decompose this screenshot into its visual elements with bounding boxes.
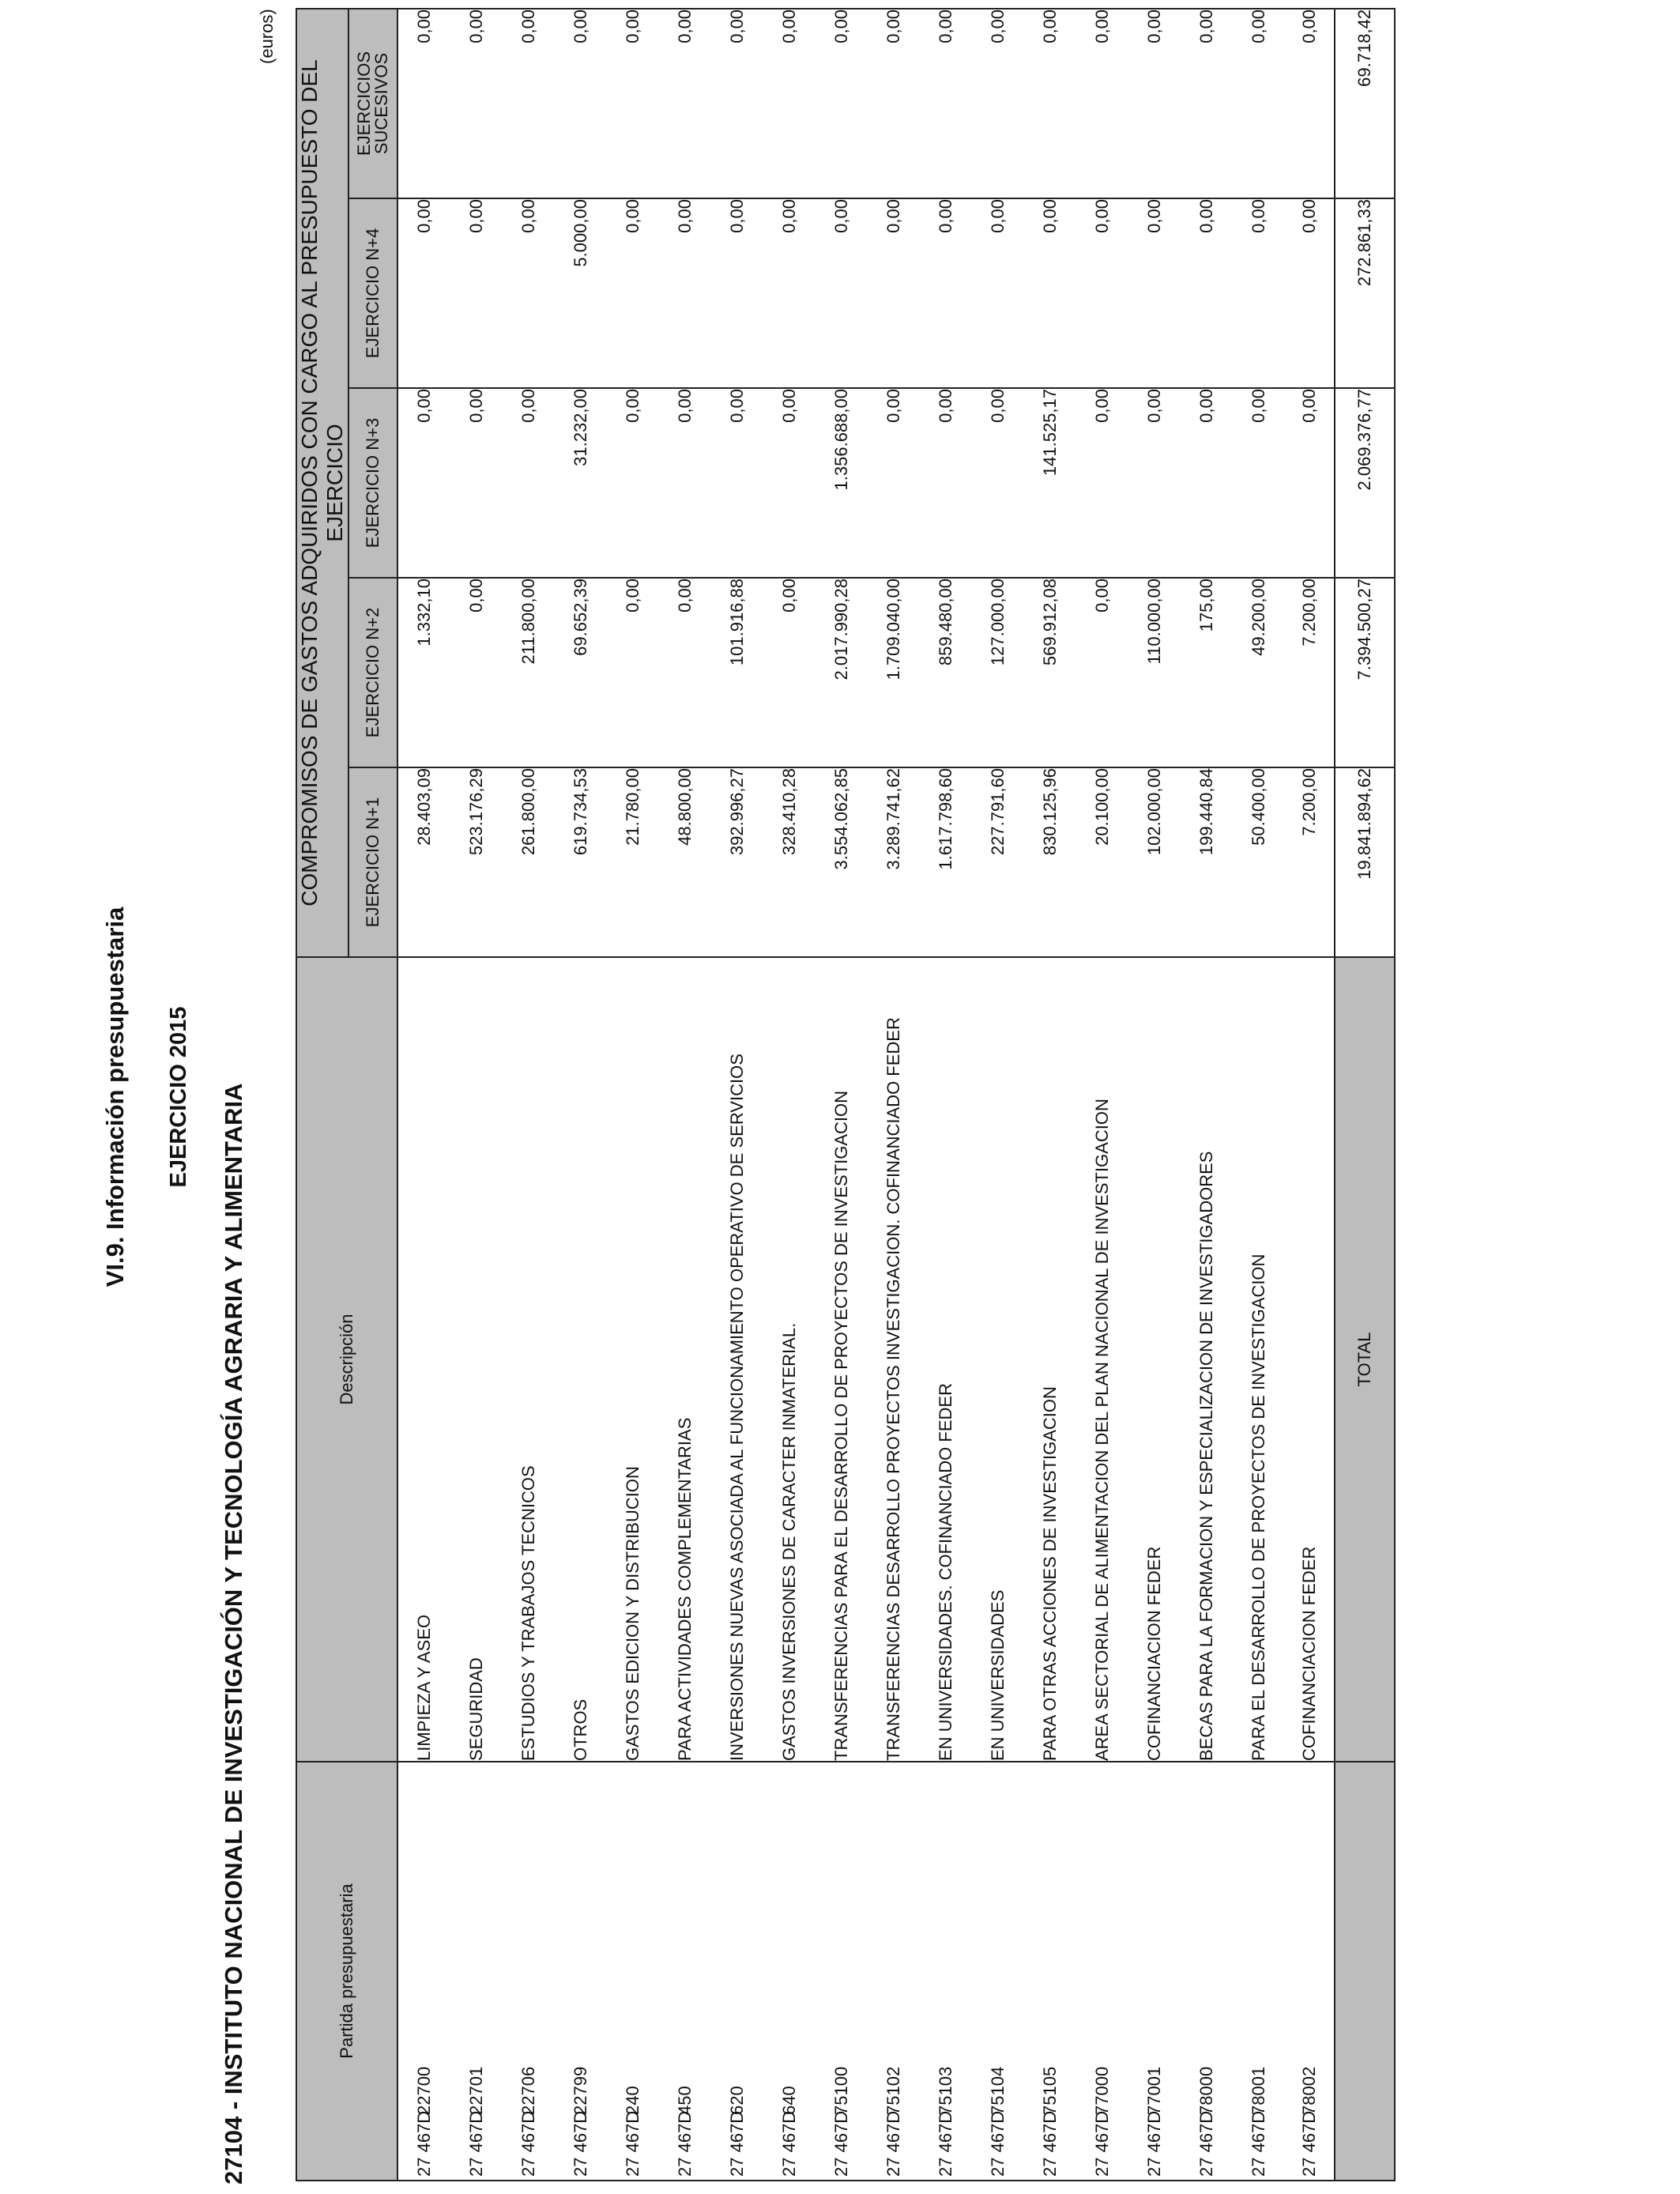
descripcion-cell: OTROS <box>555 957 607 1762</box>
n4-cell: 0,00 <box>763 198 816 388</box>
descripcion-cell: EN UNIVERSIDADES. COFINANCIADO FEDER <box>920 957 972 1762</box>
n2-cell: 859.480,00 <box>920 578 972 767</box>
programa-code: 27 467D <box>936 2110 955 2177</box>
concepto-code: 78000 <box>1196 2066 1216 2115</box>
total-row <box>1335 9 1395 2181</box>
table-row <box>1076 9 1128 2181</box>
n4-cell: 0,00 <box>397 198 450 388</box>
concepto-code: 22701 <box>466 2066 486 2115</box>
sucesivos-cell: 0,00 <box>972 9 1024 198</box>
year-title: EJERCICIO 2015 <box>166 1006 191 1188</box>
n3-cell: 0,00 <box>1285 388 1335 578</box>
n2-cell: 0,00 <box>763 578 816 767</box>
n3-cell: 0,00 <box>920 388 972 578</box>
table-row <box>1285 9 1335 2181</box>
n4-cell: 0,00 <box>607 198 659 388</box>
table-row <box>1233 9 1285 2181</box>
sucesivos-cell: 0,00 <box>711 9 763 198</box>
n1-cell: 3.289.741,62 <box>868 767 920 957</box>
n2-cell: 110.000,00 <box>1128 578 1181 767</box>
descripcion-cell: TRANSFERENCIAS PARA EL DESARROLLO DE PROYECTOS DE INVESTIGACION <box>816 957 868 1762</box>
table-row <box>503 9 555 2181</box>
table-row <box>397 9 450 2181</box>
programa-code: 27 467D <box>1196 2110 1216 2177</box>
n3-cell: 0,00 <box>607 388 659 578</box>
table-row <box>1181 9 1233 2181</box>
sucesivos-cell: 0,00 <box>1076 9 1128 198</box>
descripcion-cell: COFINANCIACION FEDER <box>1128 957 1181 1762</box>
programa-code: 27 467D <box>779 2110 799 2177</box>
descripcion-cell: INVERSIONES NUEVAS ASOCIADA AL FUNCIONAMIENTO OPERATIVO DE SERVICIOS <box>711 957 763 1762</box>
n1-cell: 50.400,00 <box>1233 767 1285 957</box>
total-n2: 7.394.500,27 <box>1335 578 1395 767</box>
n4-cell: 5.000,00 <box>555 198 607 388</box>
n1-cell: 20.100,00 <box>1076 767 1128 957</box>
partida-cell <box>1128 1762 1181 2181</box>
concepto-code: 77001 <box>1144 2066 1164 2115</box>
sucesivos-cell: 0,00 <box>397 9 450 198</box>
programa-code: 27 467D <box>466 2110 486 2177</box>
n3-cell: 0,00 <box>1128 388 1181 578</box>
concepto-code: 240 <box>623 2086 642 2115</box>
partida-cell <box>397 1762 450 2181</box>
n2-cell: 1.332,10 <box>397 578 450 767</box>
programa-code: 27 467D <box>988 2110 1008 2177</box>
sucesivos-cell: 0,00 <box>450 9 503 198</box>
partida-cell <box>659 1762 711 2181</box>
descripcion-cell: BECAS PARA LA FORMACION Y ESPECIALIZACION DE INVESTIGADORES <box>1181 957 1233 1762</box>
n4-cell: 0,00 <box>1285 198 1335 388</box>
partida-cell <box>607 1762 659 2181</box>
n3-cell: 0,00 <box>711 388 763 578</box>
n1-cell: 7.200,00 <box>1285 767 1335 957</box>
n3-cell: 0,00 <box>503 388 555 578</box>
sucesivos-cell: 0,00 <box>868 9 920 198</box>
descripcion-cell: GASTOS EDICION Y DISTRIBUCION <box>607 957 659 1762</box>
programa-code: 27 467D <box>727 2110 747 2177</box>
descripcion-cell: LIMPIEZA Y ASEO <box>397 957 450 1762</box>
total-n4: 272.861,33 <box>1335 198 1395 388</box>
sucesivos-cell: 0,00 <box>503 9 555 198</box>
n4-cell: 0,00 <box>711 198 763 388</box>
n4-cell: 0,00 <box>1233 198 1285 388</box>
n1-cell: 1.617.798,60 <box>920 767 972 957</box>
n2-cell: 569.912,08 <box>1024 578 1076 767</box>
sucesivos-cell: 0,00 <box>1181 9 1233 198</box>
n4-cell: 0,00 <box>868 198 920 388</box>
concepto-code: 78001 <box>1249 2066 1268 2115</box>
table-row <box>868 9 920 2181</box>
partida-cell <box>972 1762 1024 2181</box>
table-row <box>555 9 607 2181</box>
n1-cell: 261.800,00 <box>503 767 555 957</box>
n1-cell: 830.125,96 <box>1024 767 1076 957</box>
table-row <box>659 9 711 2181</box>
descripcion-cell: ESTUDIOS Y TRABAJOS TECNICOS <box>503 957 555 1762</box>
n1-cell: 392.996,27 <box>711 767 763 957</box>
concepto-code: 75100 <box>831 2066 851 2115</box>
partida-cell <box>816 1762 868 2181</box>
programa-code: 27 467D <box>675 2110 695 2177</box>
programa-code: 27 467D <box>1249 2110 1268 2177</box>
header-descripcion: Descripción <box>296 957 397 1762</box>
programa-code: 27 467D <box>623 2110 642 2177</box>
n3-cell: 1.356.688,00 <box>816 388 868 578</box>
n2-cell: 49.200,00 <box>1233 578 1285 767</box>
total-label: TOTAL <box>1335 957 1395 1762</box>
sucesivos-cell: 0,00 <box>1128 9 1181 198</box>
concepto-code: 22700 <box>414 2066 434 2115</box>
header-n3: EJERCICIO N+3 <box>348 388 397 578</box>
sucesivos-cell: 0,00 <box>920 9 972 198</box>
concepto-code: 620 <box>727 2086 747 2115</box>
section-title: VI.9. Información presupuestaria <box>101 907 129 1287</box>
n1-cell: 48.800,00 <box>659 767 711 957</box>
table-row <box>711 9 763 2181</box>
partida-cell <box>1076 1762 1128 2181</box>
concepto-code: 450 <box>675 2086 695 2115</box>
partida-cell <box>763 1762 816 2181</box>
units-label: (euros) <box>257 9 277 64</box>
n4-cell: 0,00 <box>920 198 972 388</box>
n3-cell: 0,00 <box>1181 388 1233 578</box>
table-row <box>607 9 659 2181</box>
n2-cell: 211.800,00 <box>503 578 555 767</box>
table-row <box>450 9 503 2181</box>
n1-cell: 227.791,60 <box>972 767 1024 957</box>
n3-cell: 0,00 <box>397 388 450 578</box>
partida-cell <box>920 1762 972 2181</box>
programa-code: 27 467D <box>1092 2110 1112 2177</box>
descripcion-cell: EN UNIVERSIDADES <box>972 957 1024 1762</box>
n2-cell: 0,00 <box>659 578 711 767</box>
n2-cell: 2.017.990,28 <box>816 578 868 767</box>
entity-title: 27104 - INSTITUTO NACIONAL DE INVESTIGACIÓN Y TECNOLOGÍA AGRARIA Y ALIMENTARIA <box>220 1083 247 2185</box>
sucesivos-cell: 0,00 <box>763 9 816 198</box>
sucesivos-cell: 0,00 <box>1233 9 1285 198</box>
programa-code: 27 467D <box>1144 2110 1164 2177</box>
n3-cell: 0,00 <box>1076 388 1128 578</box>
header-n1: EJERCICIO N+1 <box>348 767 397 957</box>
n4-cell: 0,00 <box>1024 198 1076 388</box>
concepto-code: 75102 <box>883 2066 903 2115</box>
sucesivos-cell: 0,00 <box>1285 9 1335 198</box>
n1-cell: 102.000,00 <box>1128 767 1181 957</box>
n2-cell: 1.709.040,00 <box>868 578 920 767</box>
budget-commitments-table <box>296 8 1396 2181</box>
n4-cell: 0,00 <box>503 198 555 388</box>
programa-code: 27 467D <box>518 2110 538 2177</box>
programa-code: 27 467D <box>1299 2110 1319 2177</box>
n1-cell: 21.780,00 <box>607 767 659 957</box>
header-n2: EJERCICIO N+2 <box>348 578 397 767</box>
sucesivos-cell: 0,00 <box>555 9 607 198</box>
n2-cell: 0,00 <box>607 578 659 767</box>
partida-cell <box>868 1762 920 2181</box>
total-n3: 2.069.376,77 <box>1335 388 1395 578</box>
partida-cell <box>1024 1762 1076 2181</box>
partida-cell <box>503 1762 555 2181</box>
table-row <box>816 9 868 2181</box>
concepto-code: 78002 <box>1299 2066 1319 2115</box>
n4-cell: 0,00 <box>816 198 868 388</box>
n4-cell: 0,00 <box>1181 198 1233 388</box>
n2-cell: 127.000,00 <box>972 578 1024 767</box>
header-sucesivos: EJERCICIOS SUCESIVOS <box>348 9 397 198</box>
partida-cell <box>1233 1762 1285 2181</box>
n2-cell: 7.200,00 <box>1285 578 1335 767</box>
n1-cell: 328.410,28 <box>763 767 816 957</box>
n3-cell: 0,00 <box>659 388 711 578</box>
n4-cell: 0,00 <box>1128 198 1181 388</box>
total-sucesivos: 69.718,42 <box>1335 9 1395 198</box>
descripcion-cell: GASTOS INVERSIONES DE CARACTER INMATERIAL. <box>763 957 816 1762</box>
programa-code: 27 467D <box>1040 2110 1060 2177</box>
descripcion-cell: TRANSFERENCIAS DESARROLLO PROYECTOS INVESTIGACION. COFINANCIADO FEDER <box>868 957 920 1762</box>
n3-cell: 0,00 <box>1233 388 1285 578</box>
n4-cell: 0,00 <box>1076 198 1128 388</box>
n1-cell: 523.176,29 <box>450 767 503 957</box>
sucesivos-cell: 0,00 <box>659 9 711 198</box>
header-partida: Partida presupuestaria <box>296 1762 397 2181</box>
table-row <box>1128 9 1181 2181</box>
n2-cell: 0,00 <box>450 578 503 767</box>
concepto-code: 75103 <box>936 2066 955 2115</box>
descripcion-cell: SEGURIDAD <box>450 957 503 1762</box>
sucesivos-cell: 0,00 <box>1024 9 1076 198</box>
sucesivos-cell: 0,00 <box>816 9 868 198</box>
n3-cell: 0,00 <box>763 388 816 578</box>
programa-code: 27 467D <box>571 2110 590 2177</box>
descripcion-cell: PARA ACTIVIDADES COMPLEMENTARIAS <box>659 957 711 1762</box>
partida-cell <box>1285 1762 1335 2181</box>
n3-cell: 0,00 <box>450 388 503 578</box>
n2-cell: 101.916,88 <box>711 578 763 767</box>
partida-cell <box>450 1762 503 2181</box>
sucesivos-cell: 0,00 <box>607 9 659 198</box>
partida-cell <box>555 1762 607 2181</box>
n1-cell: 199.440,84 <box>1181 767 1233 957</box>
descripcion-cell: PARA OTRAS ACCIONES DE INVESTIGACION <box>1024 957 1076 1762</box>
n1-cell: 3.554.062,85 <box>816 767 868 957</box>
n1-cell: 619.734,53 <box>555 767 607 957</box>
programa-code: 27 467D <box>883 2110 903 2177</box>
partida-cell <box>1181 1762 1233 2181</box>
n2-cell: 0,00 <box>1076 578 1128 767</box>
header-n4: EJERCICIO N+4 <box>348 198 397 388</box>
table-row <box>920 9 972 2181</box>
concepto-code: 640 <box>779 2086 799 2115</box>
total-n1: 19.841.894,62 <box>1335 767 1395 957</box>
table-row <box>1024 9 1076 2181</box>
descripcion-cell: PARA EL DESARROLLO DE PROYECTOS DE INVESTIGACION <box>1233 957 1285 1762</box>
n2-cell: 175,00 <box>1181 578 1233 767</box>
concepto-code: 77000 <box>1092 2066 1112 2115</box>
table-row <box>972 9 1024 2181</box>
descripcion-cell: AREA SECTORIAL DE ALIMENTACION DEL PLAN NACIONAL DE INVESTIGACION <box>1076 957 1128 1762</box>
table-body <box>397 9 1335 2181</box>
concepto-code: 22706 <box>518 2066 538 2115</box>
table-row <box>763 9 816 2181</box>
total-blank-cell <box>1335 1762 1395 2181</box>
n4-cell: 0,00 <box>972 198 1024 388</box>
n1-cell: 28.403,09 <box>397 767 450 957</box>
concepto-code: 75104 <box>988 2066 1008 2115</box>
concepto-code: 22799 <box>571 2066 590 2115</box>
n3-cell: 0,00 <box>868 388 920 578</box>
n4-cell: 0,00 <box>659 198 711 388</box>
header-compromisos: COMPROMISOS DE GASTOS ADQUIRIDOS CON CARGO AL PRESUPUESTO DEL EJERCICIO <box>296 9 348 957</box>
n3-cell: 31.232,00 <box>555 388 607 578</box>
n3-cell: 0,00 <box>972 388 1024 578</box>
descripcion-cell: COFINANCIACION FEDER <box>1285 957 1335 1762</box>
concepto-code: 75105 <box>1040 2066 1060 2115</box>
programa-code: 27 467D <box>831 2110 851 2177</box>
partida-cell <box>711 1762 763 2181</box>
n4-cell: 0,00 <box>450 198 503 388</box>
n3-cell: 141.525,17 <box>1024 388 1076 578</box>
n2-cell: 69.652,39 <box>555 578 607 767</box>
programa-code: 27 467D <box>414 2110 434 2177</box>
